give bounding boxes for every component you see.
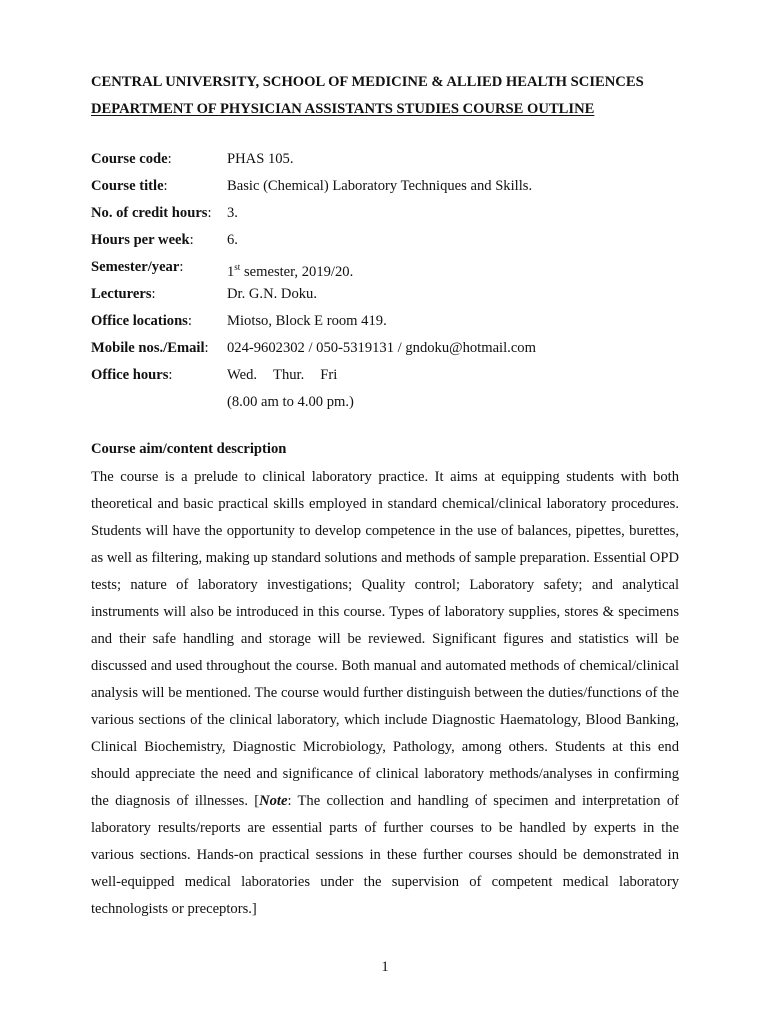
mobile-email-label: Mobile nos./Email: (91, 340, 209, 356)
course-title-row (91, 177, 679, 204)
hours-per-week-value: 6. (227, 232, 238, 248)
office-hours-row (91, 366, 679, 393)
course-title-label: Course title: (91, 178, 168, 194)
hours-per-week-label: Hours per week: (91, 232, 194, 248)
university-heading: CENTRAL UNIVERSITY, SCHOOL OF MEDICINE & ALLIED HEALTH SCIENCES (91, 74, 644, 90)
office-locations-label: Office locations: (91, 313, 192, 329)
lecturers-value: Dr. G.N. Doku. (227, 286, 317, 302)
course-info-table (91, 150, 679, 420)
semester-row (91, 258, 679, 285)
course-aim-paragraph: The course is a prelude to clinical laboratory practice. It aims at equipping students with both theoretical and basic practical skills employed in standard chemical/clinical laboratory procedures. Students will have the opportunity to develop competence in the use of balances, pipettes, burettes, as well as filtering, making up standard solutions and methods of sample preparation. Essential OPD tests; nature of laboratory investigations; Quality control; Laboratory safety; and analytical instruments will also be introduced in this course. Types of laboratory supplies, stores & specimens and their safe handling and storage will be reviewed. Significant figures and statistics will be discussed and used throughout the course. Both manual and automated methods of chemical/clinical analysis will be mentioned. The course would further distinguish between the duties/functions of the various sections of the clinical laboratory, which include Diagnostic Haematology, Blood Banking, Clinical Biochemistry, Diagnostic Microbiology, Pathology, among others. Students at this end should appreciate the need and significance of clinical laboratory methods/analyses in confirming the diagnosis of illnesses. [Note: The collection and handling of specimen and interpretation of laboratory results/reports are essential parts of further courses to be handled by experts in the various sections. Hands-on practical sessions in these further courses should be demonstrated in well-equipped medical laboratories under the supervision of competent medical laboratory technologists or preceptors.] (91, 469, 679, 917)
office-locations-row (91, 312, 679, 339)
hours-per-week-row (91, 231, 679, 258)
department-heading: DEPARTMENT OF PHYSICIAN ASSISTANTS STUDIES COURSE OUTLINE (91, 101, 595, 117)
course-code-row (91, 150, 679, 177)
office-hours-days: Wed. Thur. Fri (227, 367, 338, 383)
semester-value: 1st semester, 2019/20. (227, 262, 354, 280)
mobile-email-value: 024-9602302 / 050-5319131 / gndoku@hotmail.com (227, 340, 536, 356)
credit-hours-value: 3. (227, 205, 238, 221)
semester-label: Semester/year: (91, 259, 184, 275)
note-label: Note (259, 793, 288, 809)
office-hours-time-row (91, 393, 679, 420)
credit-hours-row (91, 204, 679, 231)
credit-hours-label: No. of credit hours: (91, 205, 212, 221)
course-code-value: PHAS 105. (227, 151, 294, 167)
mobile-email-row (91, 339, 679, 366)
page-number: 1 (381, 959, 389, 975)
office-locations-value: Miotso, Block E room 419. (227, 313, 387, 329)
course-code-label: Course code: (91, 151, 172, 167)
lecturers-label: Lecturers: (91, 286, 156, 302)
lecturers-row (91, 285, 679, 312)
office-hours-label: Office hours: (91, 367, 173, 383)
course-title-value: Basic (Chemical) Laboratory Techniques and Skills. (227, 178, 533, 194)
document-page (91, 0, 679, 1024)
course-aim-heading: Course aim/content description (91, 441, 287, 457)
office-hours-time: (8.00 am to 4.00 pm.) (227, 394, 354, 410)
